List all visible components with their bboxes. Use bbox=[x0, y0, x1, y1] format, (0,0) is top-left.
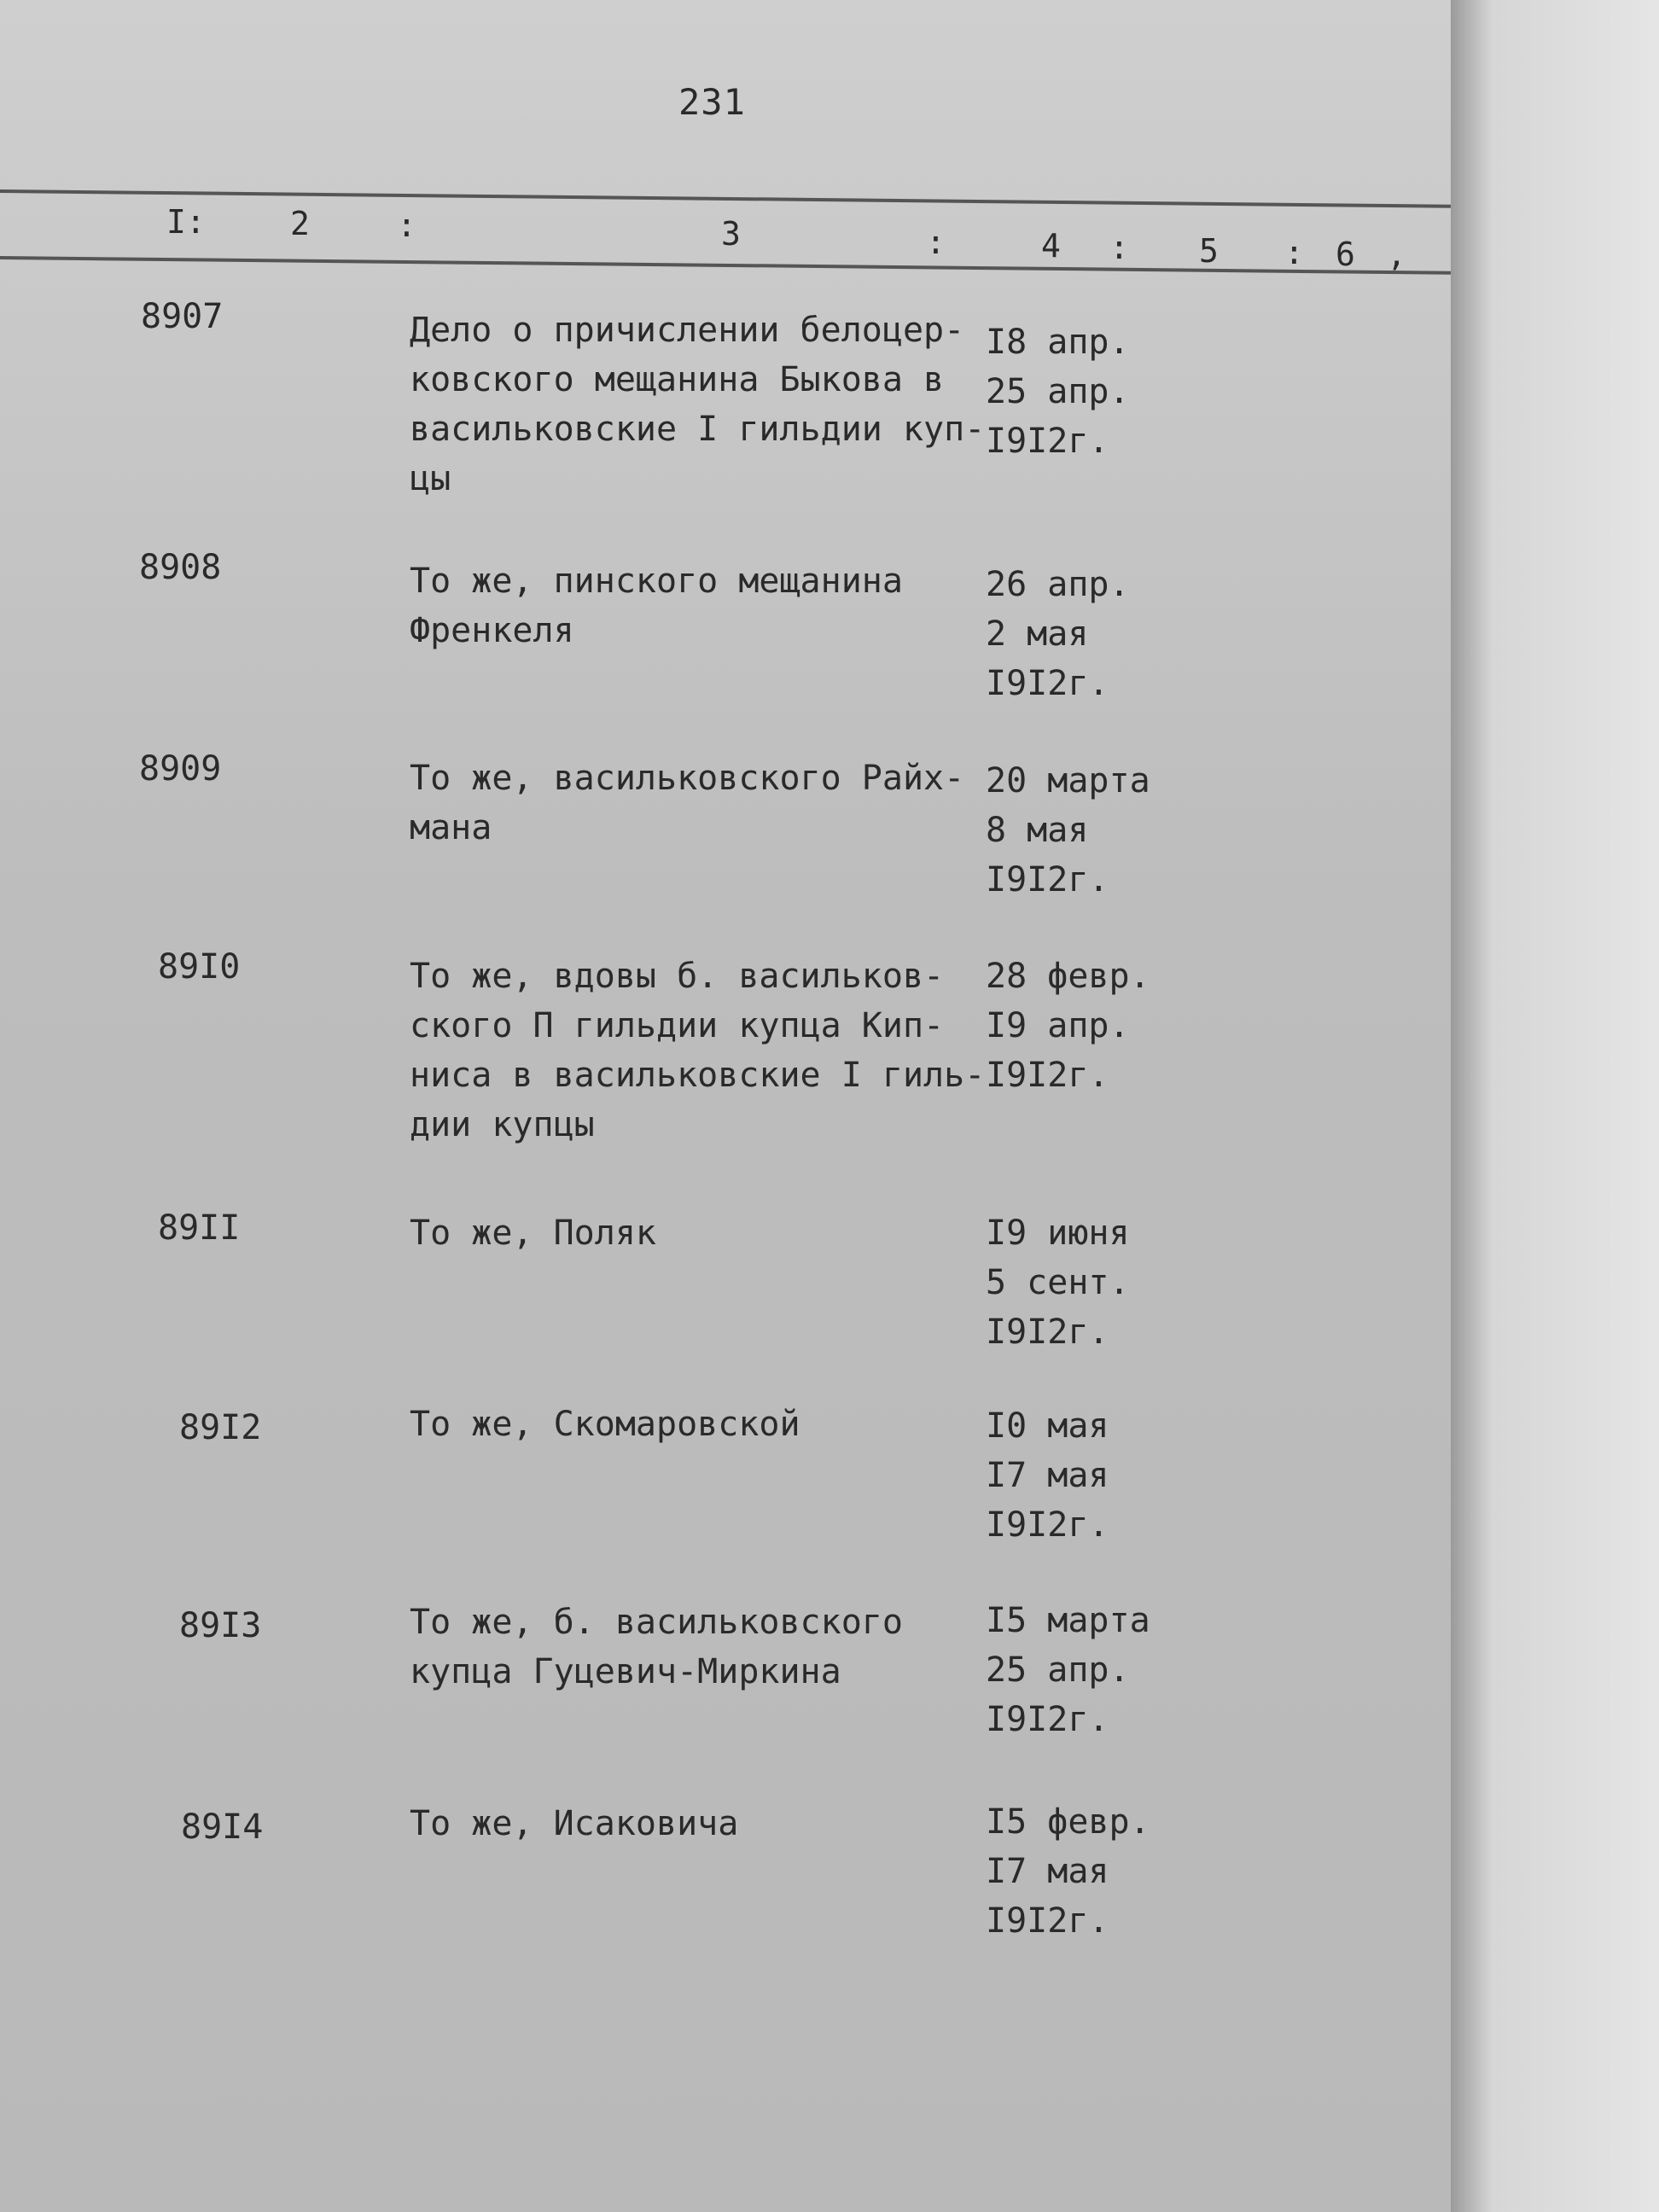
entry-number: 89I3 bbox=[179, 1606, 262, 1645]
entry-number: 89I2 bbox=[179, 1408, 262, 1447]
column-header-2: 2 bbox=[290, 205, 310, 242]
entry-dates: I0 мая I7 мая I9I2г. bbox=[986, 1406, 1109, 1545]
column-header-3: 3 bbox=[721, 215, 741, 253]
entry-dates: I5 марта 25 апр. I9I2г. bbox=[986, 1601, 1150, 1739]
entry-title: То же, вдовы б. васильков- ского П гильдии купца Кип- ниса в васильковские I гиль- дии купцы bbox=[410, 957, 986, 1144]
column-separator: , bbox=[1387, 236, 1406, 273]
entry-number: 8909 bbox=[139, 749, 222, 789]
entry-number: 89I4 bbox=[181, 1807, 264, 1847]
entry-dates: 20 марта 8 мая I9I2г. bbox=[986, 761, 1150, 899]
entry-number: 8907 bbox=[141, 297, 224, 336]
page-number: 231 bbox=[678, 81, 746, 123]
entry-title: То же, б. васильковского купца Гуцевич-Миркина bbox=[410, 1603, 903, 1691]
background-surface bbox=[1451, 0, 1659, 2212]
entry-dates: I8 апр. 25 апр. I9I2г. bbox=[986, 323, 1130, 461]
entry-title: То же, пинского мещанина Френкеля bbox=[410, 562, 903, 650]
header-rule-bottom bbox=[0, 256, 1451, 275]
entry-number: 8908 bbox=[139, 548, 222, 587]
column-separator: : bbox=[1109, 229, 1129, 266]
entry-title: То же, Исаковича bbox=[410, 1804, 739, 1843]
column-header-6: 6 bbox=[1336, 236, 1355, 273]
entry-dates: 28 февр. I9 апр. I9I2г. bbox=[986, 957, 1150, 1095]
column-header-4: 4 bbox=[1041, 227, 1061, 265]
entry-title: Дело о причислении белоцер- ковского мещанина Быкова в васильковские I гильдии куп- цы bbox=[410, 311, 986, 498]
entry-number: 89II bbox=[158, 1208, 241, 1248]
column-header-1: I: bbox=[166, 203, 206, 241]
entry-dates: I9 июня 5 сент. I9I2г. bbox=[986, 1214, 1130, 1352]
entry-title: То же, Скомаровской bbox=[410, 1405, 800, 1444]
entry-number: 89I0 bbox=[158, 947, 241, 987]
header-rule-top bbox=[0, 189, 1451, 208]
entry-title: То же, васильковского Райх- мана bbox=[410, 759, 965, 847]
entry-dates: I5 февр. I7 мая I9I2г. bbox=[986, 1802, 1150, 1941]
column-separator: : bbox=[926, 224, 946, 261]
entry-dates: 26 апр. 2 мая I9I2г. bbox=[986, 565, 1130, 703]
column-header-5: 5 bbox=[1199, 232, 1219, 270]
column-separator: : bbox=[397, 207, 416, 244]
column-separator: : bbox=[1284, 234, 1304, 271]
entry-title: То же, Поляк bbox=[410, 1214, 656, 1253]
